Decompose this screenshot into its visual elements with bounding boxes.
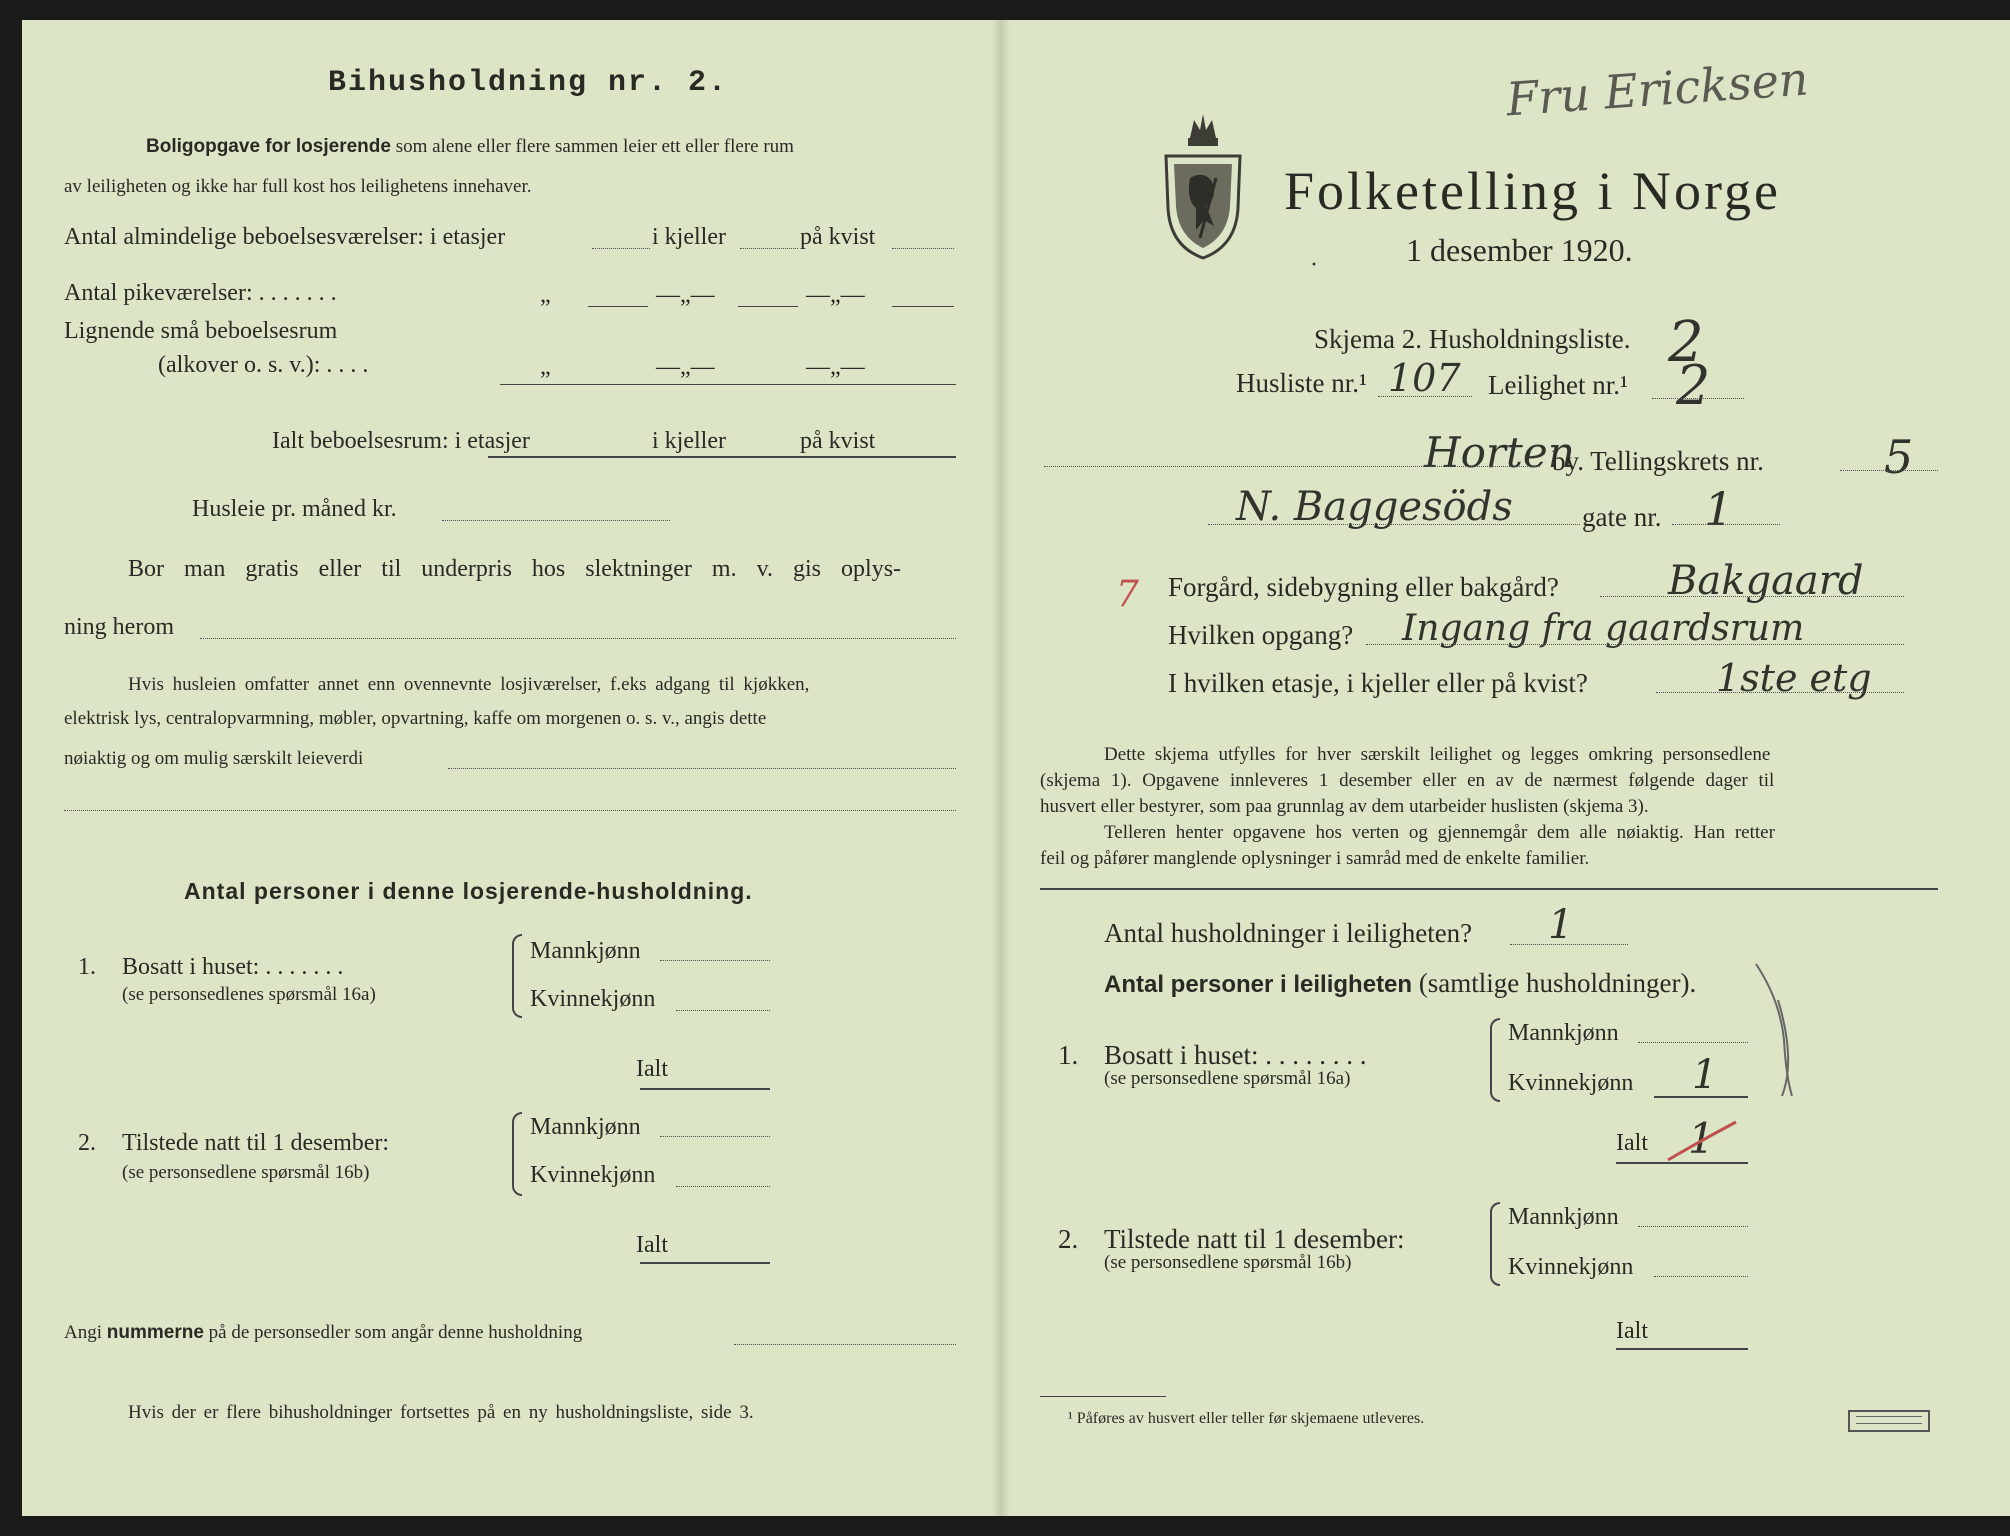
left-q1-kvinne-label: Kvinnekjønn (530, 986, 656, 1012)
left-q2-num: 2. (78, 1130, 96, 1156)
left-title: Bihusholdning nr. 2. (328, 66, 729, 100)
opgang-label: Hvilken opgang? (1168, 620, 1354, 650)
pike-label: Antal pikeværelser: . . . . . . . (64, 280, 337, 306)
by-field[interactable] (1044, 466, 1540, 467)
leilighet-label: Leilighet nr.¹ (1488, 370, 1629, 400)
lign-dash-2: —„— (806, 354, 865, 380)
lign-quote: „ (540, 354, 551, 380)
opgang-field[interactable] (1366, 644, 1904, 645)
intro-line-1 (146, 136, 794, 158)
opgang-value: Ingang fra gaardsrum (1402, 608, 1805, 649)
bor-line-2: ning herom (64, 614, 174, 640)
husleie-label: Husleie pr. måned kr. (192, 496, 397, 522)
left-q1-sub: (se personsedlenes spørsmål 16a) (122, 984, 376, 1005)
right-title: Folketelling i Norge (1284, 161, 1781, 221)
gate-field[interactable] (1208, 524, 1580, 525)
date-dot: · (1310, 252, 1318, 278)
right-q1-ialt-label: Ialt (1616, 1130, 1648, 1156)
bor-field[interactable] (200, 638, 956, 639)
right-q1-mann-field[interactable] (1638, 1042, 1748, 1043)
right-persons-heading (1104, 968, 1696, 999)
coat-of-arms-icon (1160, 108, 1246, 262)
hvis-field-2[interactable] (64, 810, 956, 811)
forgard-label: Forgård, sidebygning eller bakgård? (1168, 572, 1559, 602)
intro-rest: som alene eller flere sammen leier ett eller flere rum (395, 136, 794, 157)
angi-rest: på de personsedler som angår denne husholdning (208, 1322, 583, 1343)
left-q1-num: 1. (78, 954, 96, 980)
rooms-etasjer-field[interactable] (592, 248, 650, 249)
right-q1-brace (1490, 1018, 1500, 1102)
rooms-kjeller-label: i kjeller (652, 224, 726, 250)
hvis-line-1: Hvis husleien omfatter annet enn ovennevnte losjiværelser, f.eks adgang til kjøkken, (128, 674, 810, 695)
left-q1-ialt-field[interactable] (640, 1088, 770, 1090)
info-line-4: Telleren henter opgavene hos verten og gjennemgår dem alle nøiaktig. Han retter (1104, 822, 1775, 843)
info-separator (1040, 888, 1938, 890)
husliste-field[interactable] (1378, 396, 1472, 397)
pike-etasjer-field[interactable] (588, 306, 648, 307)
left-q2-kvinne-label: Kvinnekjønn (530, 1162, 656, 1188)
husliste-value: 107 (1388, 356, 1461, 400)
rooms-kvist-label: på kvist (800, 224, 876, 250)
hvis-field-1[interactable] (448, 768, 956, 769)
right-q1-ialt-field[interactable] (1616, 1162, 1748, 1164)
rooms-kjeller-field[interactable] (740, 248, 798, 249)
right-q1-ialt-value: 1 (1688, 1114, 1715, 1163)
ialt-rooms-kjeller: i kjeller (652, 428, 726, 454)
info-line-5: feil og påfører manglende oplysninger i samråd med de enkelte familier. (1040, 848, 1590, 869)
lign-label-2: (alkover o. s. v.): . . . . (158, 352, 369, 378)
red-mark: 7 (1116, 574, 1139, 615)
forgard-value: Bakgaard (1668, 558, 1864, 604)
handwritten-name: Fru Ericksen (1504, 51, 1811, 127)
right-q1-label: Bosatt i huset: . . . . . . . . (1104, 1040, 1367, 1070)
forgard-field[interactable] (1600, 596, 1904, 597)
right-q2-kvinne-field[interactable] (1654, 1276, 1748, 1277)
right-q2-num: 2. (1058, 1224, 1079, 1254)
pike-kjeller-field[interactable] (738, 306, 798, 307)
lign-dash-1: —„— (656, 354, 715, 380)
right-q2-kvinne-label: Kvinnekjønn (1508, 1254, 1634, 1280)
angi-pre: Angi (64, 1322, 102, 1343)
right-q2-sub: (se personsedlene spørsmål 16b) (1104, 1252, 1352, 1273)
ialt-rooms-label: Ialt beboelsesrum: i etasjer (272, 428, 530, 454)
info-line-3: husvert eller bestyrer, som paa grunnlag av dem utarbeider huslisten (skjema 3). (1040, 796, 1649, 817)
left-q1-kvinne-field[interactable] (676, 1010, 770, 1011)
page-fold (992, 20, 1010, 1516)
krets-value: 5 (1884, 430, 1914, 484)
right-q2-ialt-label: Ialt (1616, 1318, 1648, 1344)
left-q1-label: Bosatt i huset: . . . . . . . (122, 954, 344, 980)
right-persons-rest: (samtlige husholdninger). (1418, 968, 1697, 998)
right-q1-kvinne-value: 1 (1692, 1052, 1718, 1098)
printer-stamp (1848, 1410, 1930, 1432)
ialt-rooms-field[interactable] (488, 456, 956, 458)
hvis-line-3: nøiaktig og om mulig særskilt leieverdi (64, 748, 364, 769)
etasje-field[interactable] (1656, 692, 1904, 693)
krets-field[interactable] (1840, 470, 1938, 471)
husleie-field[interactable] (442, 520, 670, 521)
left-q2-label: Tilstede natt til 1 desember: (122, 1130, 390, 1156)
ialt-rooms-kvist: på kvist (800, 428, 876, 454)
left-footer: Hvis der er flere bihusholdninger fortsettes på en ny husholdningsliste, side 3. (128, 1402, 754, 1423)
left-q2-mann-label: Mannkjønn (530, 1114, 641, 1140)
angi-bold: nummerne (106, 1322, 204, 1343)
skjema-value: 2 (1668, 310, 1704, 375)
right-date: 1 desember 1920. (1406, 232, 1633, 268)
husliste-label: Husliste nr.¹ (1236, 368, 1368, 398)
etasje-label: I hvilken etasje, i kjeller eller på kvist? (1168, 668, 1588, 698)
by-value: Horten (1424, 428, 1575, 477)
footnote-rule (1040, 1396, 1166, 1397)
gate-value: N. Baggesöds (1236, 484, 1513, 530)
lign-label-1: Lignende små beboelsesrum (64, 318, 338, 344)
hush-value: 1 (1548, 902, 1574, 948)
bor-line-1: Bor man gratis eller til underpris hos slektninger m. v. gis oplys- (128, 556, 902, 582)
intro-bold: Boligopgave for losjerende (146, 136, 391, 157)
hush-field[interactable] (1510, 944, 1628, 945)
hvis-line-2: elektrisk lys, centralopvarmning, møbler, opvartning, kaffe om morgenen o. s. v., angis dette (64, 708, 767, 729)
right-q1-num: 1. (1058, 1040, 1079, 1070)
right-q1-mann-label: Mannkjønn (1508, 1020, 1619, 1046)
rooms-label: Antal almindelige beboelsesværelser: i etasjer (64, 224, 506, 250)
left-q1-mann-label: Mannkjønn (530, 938, 641, 964)
angi-field[interactable] (734, 1344, 956, 1345)
left-q1-mann-field[interactable] (660, 960, 770, 961)
left-q2-sub: (se personsedlene spørsmål 16b) (122, 1162, 370, 1183)
right-q2-mann-field[interactable] (1638, 1226, 1748, 1227)
pike-dash-2: —„— (806, 282, 865, 308)
left-q2-ialt-label: Ialt (636, 1232, 668, 1258)
right-q2-label: Tilstede natt til 1 desember: (1104, 1224, 1405, 1254)
angi-line (64, 1322, 582, 1344)
right-q1-kvinne-field[interactable] (1654, 1096, 1748, 1098)
footnote: ¹ Påføres av husvert eller teller før skjemaene utleveres. (1068, 1410, 1425, 1427)
right-q2-brace (1490, 1202, 1500, 1286)
red-correction-mark-icon (1662, 1118, 1742, 1168)
right-q1-kvinne-label: Kvinnekjønn (1508, 1070, 1634, 1096)
pike-dash-1: —„— (656, 282, 715, 308)
skjema-label: Skjema 2. Husholdningsliste. (1314, 324, 1631, 354)
left-persons-heading: Antal personer i denne losjerende-husholdning. (184, 878, 753, 904)
rooms-kvist-field[interactable] (892, 248, 954, 249)
pike-quote: „ (540, 282, 551, 308)
leilighet-value: 2 (1676, 354, 1711, 417)
left-q1-brace (512, 934, 522, 1018)
etasje-value: 1ste etg (1716, 656, 1872, 700)
right-persons-bold: Antal personer i leiligheten (1104, 971, 1413, 998)
pike-kvist-field[interactable] (892, 306, 954, 307)
lign-field[interactable] (500, 384, 956, 385)
pencil-bracket-mark-icon (1752, 960, 1798, 1100)
leilighet-field[interactable] (1652, 398, 1744, 399)
right-q2-ialt-field[interactable] (1616, 1348, 1748, 1350)
by-label: by. Tellingskrets nr. (1552, 446, 1764, 476)
left-q2-brace (512, 1112, 522, 1196)
left-q1-ialt-label: Ialt (636, 1056, 668, 1082)
info-line-2: (skjema 1). Opgavene innleveres 1 desember eller en av de nærmest følgende dager til (1040, 770, 1775, 791)
gate-nr-value: 1 (1704, 482, 1734, 536)
gate-nr-field[interactable] (1672, 524, 1780, 525)
info-line-1: Dette skjema utfylles for hver særskilt leilighet og legges omkring personsedlene (1104, 744, 1771, 765)
right-q2-mann-label: Mannkjønn (1508, 1204, 1619, 1230)
gate-label: gate nr. (1582, 502, 1662, 532)
left-q2-kvinne-field[interactable] (676, 1186, 770, 1187)
hush-label: Antal husholdninger i leiligheten? (1104, 918, 1473, 948)
left-q2-ialt-field[interactable] (640, 1262, 770, 1264)
left-q2-mann-field[interactable] (660, 1136, 770, 1137)
right-q1-sub: (se personsedlene spørsmål 16a) (1104, 1068, 1351, 1089)
intro-line-2: av leiligheten og ikke har full kost hos leilighetens innehaver. (64, 176, 532, 197)
